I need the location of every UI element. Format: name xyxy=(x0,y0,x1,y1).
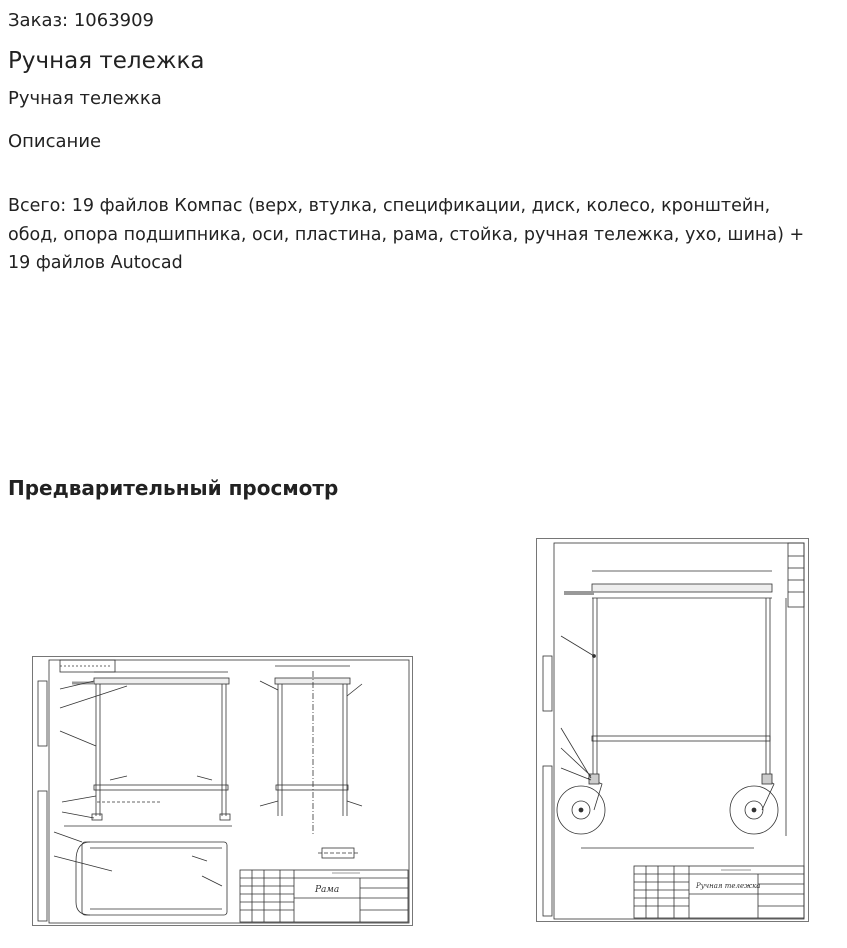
preview-image-frame-drawing[interactable] xyxy=(32,656,413,926)
order-number: 1063909 xyxy=(73,10,155,31)
page-subtitle: Ручная тележка xyxy=(8,88,162,109)
page-title: Ручная тележка xyxy=(8,48,205,74)
preview-heading: Предварительный просмотр xyxy=(8,476,339,500)
order-line xyxy=(8,10,154,31)
order-label: Заказ: xyxy=(8,10,69,31)
assembly-title-block-name: Ручная тележка xyxy=(696,882,761,890)
description-heading: Описание xyxy=(8,131,102,152)
frame-title-block-name: Рама xyxy=(315,885,340,895)
frame-drawing-svg xyxy=(32,656,413,926)
preview-image-assembly-drawing[interactable] xyxy=(536,538,809,922)
description-text: Всего: 19 файлов Компас (верх, втулка, спецификации, диск, колесо, кронштейн, обод, опора подшипника, оси, пластина, рама, стойка, ручная тележка, ухо, шина) + 19 файлов Autocad xyxy=(8,196,805,273)
assembly-drawing-svg xyxy=(536,538,809,922)
